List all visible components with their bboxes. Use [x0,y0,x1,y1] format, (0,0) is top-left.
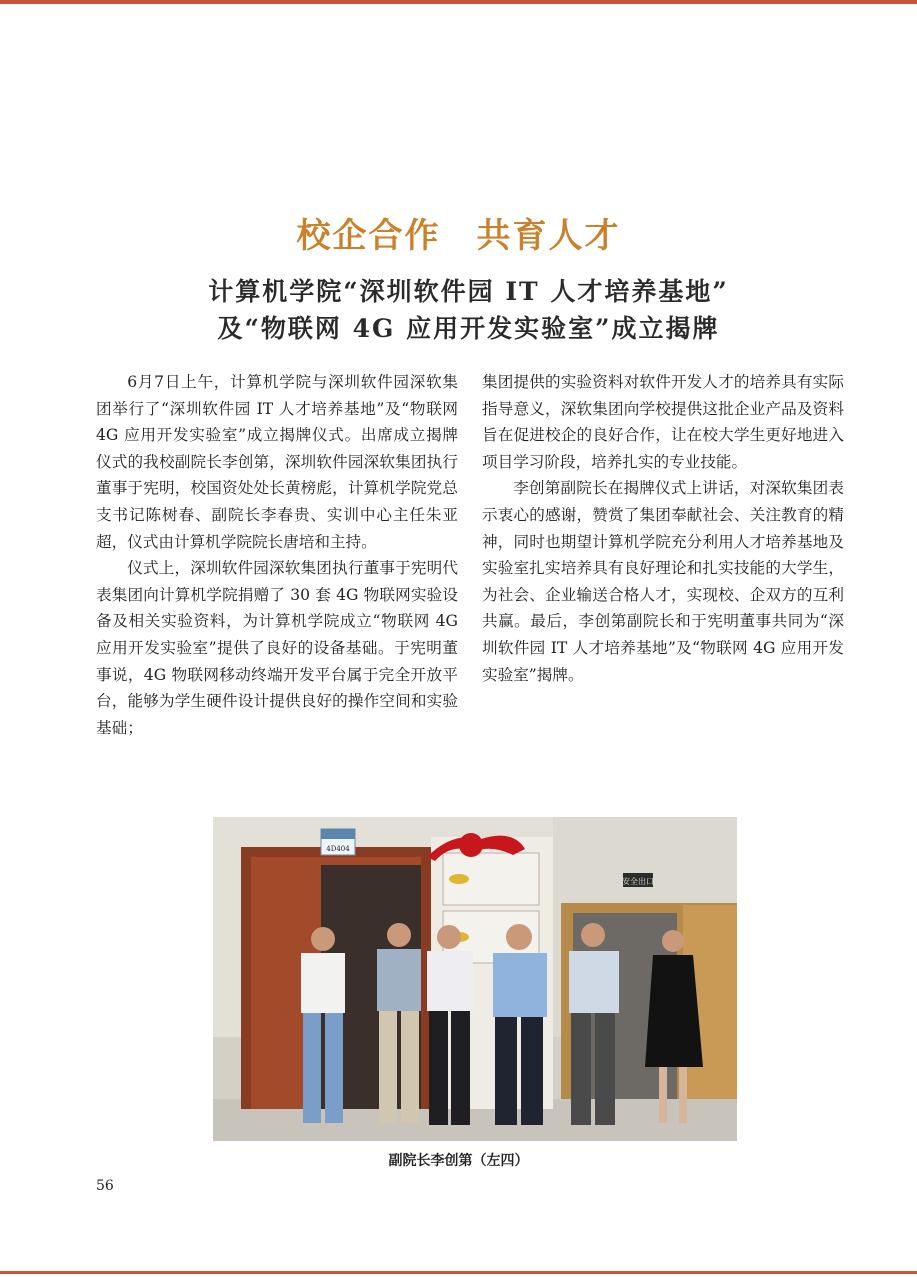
page-number: 56 [96,1178,114,1194]
left-paragraph-2: 仪式上，深圳软件园深软集团执行董事于宪明代表集团向计算机学院捐赠了 30 套 4G 物联网实验设备及相关实验资料，为计算机学院成立“物联网 4G 应用开发实验室”提供了良好的设备基础。于宪明董事说，4G 物联网移动终端开发平台属于完全开放平台，能够为学生硬件设计提供良好的操作空间和实验基础； [96,559,458,737]
right-paragraph-1: 集团提供的实验资料对软件开发人才的培养具有实际指导意义，深软集团向学校提供这批企业产品及资料旨在促进校企的良好合作，让在校大学生更好地进入项目学习阶段，培养扎实的专业技能。 [482,373,844,471]
bottom-rule [0,1271,917,1274]
article-subtitle-line1: 计算机学院“深圳软件园 IT 人才培养基地” [208,277,729,306]
right-paragraph-2: 李创第副院长在揭牌仪式上讲话，对深软集团表示衷心的感谢，赞赏了集团奉献社会、关注教育的精神，同时也期望计算机学院充分利用人才培养基地及实验室扎实培养具有良好理论和扎实技能的大学生，为社会、企业输送合格人才，实现校、企双方的互利共赢。最后，李创第副院长和于宪明董事共同为“深圳软件园 IT 人才培养基地”及“物联网 4G 应用开发实验室”揭牌。 [482,479,844,684]
article-subtitle-line2: 及“物联网 4G 应用开发实验室”成立揭牌 [217,314,720,343]
exit-sign: 安全出口 [622,877,654,886]
photo-caption: 副院长李创第（左四） [388,1153,529,1169]
group-photo [213,817,737,1141]
left-column [96,369,458,741]
article-title: 校企合作 共育人才 [296,216,621,256]
door-number: 4D404 [326,845,350,853]
top-rule [0,0,917,4]
right-column [482,369,844,688]
left-paragraph-1: 6月7日上午，计算机学院与深圳软件园深软集团举行了“深圳软件园 IT 人才培养基地”及“物联网 4G 应用开发实验室”成立揭牌仪式。出席成立揭牌仪式的我校副院长李创第，深圳软件园深软集团执行董事于宪明，校国资处处长黄榜彪，计算机学院党总支书记陈树春、副院长李春贵、实训中心主任朱亚超，仪式由计算机学院院长唐培和主持。 [96,373,458,551]
